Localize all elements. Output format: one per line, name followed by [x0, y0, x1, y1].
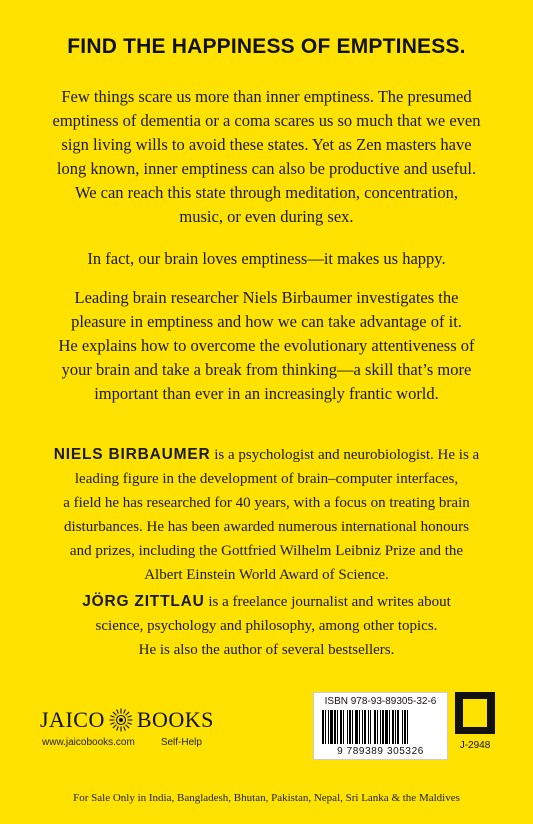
- blurb-line: your brain and take a break from thinking—a skill that’s more: [61, 360, 472, 379]
- bio-first-line: [30, 590, 503, 614]
- barcode-bar: [370, 710, 371, 744]
- price-logo-icon: [455, 692, 495, 734]
- author-bio-birbaumer: [30, 443, 503, 587]
- bio-first-line: [30, 443, 503, 467]
- blurb-line: pleasure in emptiness and how we can take advantage of it.: [71, 312, 462, 331]
- barcode-bar: [404, 710, 406, 744]
- logo-word-left: JAICO: [40, 707, 105, 732]
- blurb-line: We can reach this state through meditation, concentration,: [74, 183, 459, 202]
- barcode-bar: [395, 710, 396, 744]
- barcode-bar: [334, 710, 336, 744]
- blurb-paragraph-3: [40, 286, 493, 406]
- barcode-bar: [349, 710, 351, 744]
- barcode-bar: [385, 710, 388, 744]
- blurb-line: He explains how to overcome the evolutionary attentiveness of: [58, 336, 475, 355]
- logo-word-right: BOOKS: [136, 707, 214, 732]
- author-bio-zittlau: [30, 590, 503, 662]
- publisher-url[interactable]: www.jaicobooks.com: [42, 737, 135, 748]
- barcode-bar: [322, 710, 324, 744]
- barcode-bar: [380, 710, 381, 744]
- author-name: NIELS BIRBAUMER: [53, 446, 211, 463]
- publisher-logo: [40, 705, 270, 735]
- price-code: J-2948: [459, 740, 491, 751]
- blurb-line: music, or even during sex.: [179, 207, 354, 226]
- bio-line: leading figure in the development of brain–computer interfaces,: [74, 471, 459, 487]
- sun-emblem-icon: [108, 707, 134, 733]
- barcode-bar: [330, 710, 333, 744]
- blurb-paragraph-2: [40, 247, 493, 271]
- barcode-bar: [362, 710, 363, 744]
- blurb-line: important than ever in an increasingly frantic world.: [94, 384, 439, 403]
- barcode-bar: [397, 710, 399, 744]
- barcode-bar: [343, 710, 344, 744]
- barcode-bar: [402, 710, 403, 744]
- barcode-bar: [377, 710, 378, 744]
- barcode-bar: [325, 710, 326, 744]
- blurb-line: emptiness of dementia or a coma scares us so much that we even: [52, 111, 481, 130]
- publisher-block: [40, 705, 270, 748]
- barcode-bar: [359, 710, 360, 744]
- blurb-paragraph-1: [40, 85, 493, 229]
- barcode-bars-icon: [322, 710, 440, 744]
- barcode-bar: [374, 710, 376, 744]
- blurb-line: sign living wills to avoid these states. Yet as Zen masters have: [61, 135, 472, 154]
- blurb-line: long known, inner emptiness can also be productive and useful.: [56, 159, 477, 178]
- barcode-bar: [347, 710, 348, 744]
- bio-text: is a freelance journalist and writes about: [204, 594, 451, 610]
- blurb-line: Leading brain researcher Niels Birbaumer investigates the: [74, 288, 459, 307]
- price-tag: [455, 692, 495, 758]
- bio-line: He is also the author of several bestsellers.: [138, 642, 395, 658]
- headline: FIND THE HAPPINESS OF EMPTINESS.: [67, 35, 466, 58]
- bio-line: science, psychology and philosophy, among other topics.: [95, 618, 438, 634]
- barcode-bar: [364, 710, 366, 744]
- price-logo-inner: [463, 699, 487, 727]
- sales-territory-note: For Sale Only in India, Bangladesh, Bhutan, Pakistan, Nepal, Sri Lanka & the Maldives: [73, 792, 460, 804]
- barcode-bar: [352, 710, 353, 744]
- bio-line: Albert Einstein World Award of Science.: [144, 567, 389, 583]
- author-name: JÖRG ZITTLAU: [82, 593, 205, 610]
- blurb-line: In fact, our brain loves emptiness—it makes us happy.: [87, 249, 446, 268]
- barcode-bar: [340, 710, 342, 744]
- barcode-bar: [392, 710, 394, 744]
- book-category: Self-Help: [160, 737, 202, 748]
- isbn-barcode: [313, 692, 448, 760]
- barcode-bar: [368, 710, 369, 744]
- barcode-bar: [355, 710, 358, 744]
- barcode-bar: [407, 710, 408, 744]
- blurb-line: Few things scare us more than inner emptiness. The presumed: [61, 87, 472, 106]
- publisher-meta: [40, 737, 270, 748]
- bio-line: a field he has researched for 40 years, with a focus on treating brain: [63, 495, 470, 511]
- barcode-bar: [328, 710, 329, 744]
- bio-line: and prizes, including the Gottfried Wilhelm Leibniz Prize and the: [69, 543, 464, 559]
- barcode-digits: 9 789389 305326: [337, 746, 424, 757]
- barcode-bar: [389, 710, 390, 744]
- bio-line: disturbances. He has been awarded numerous international honours: [64, 519, 469, 535]
- isbn-number: ISBN 978-93-89305-32-6: [324, 696, 437, 707]
- barcode-bar: [382, 710, 384, 744]
- bio-text: is a psychologist and neurobiologist. He is a: [210, 447, 480, 463]
- barcode-bar: [337, 710, 338, 744]
